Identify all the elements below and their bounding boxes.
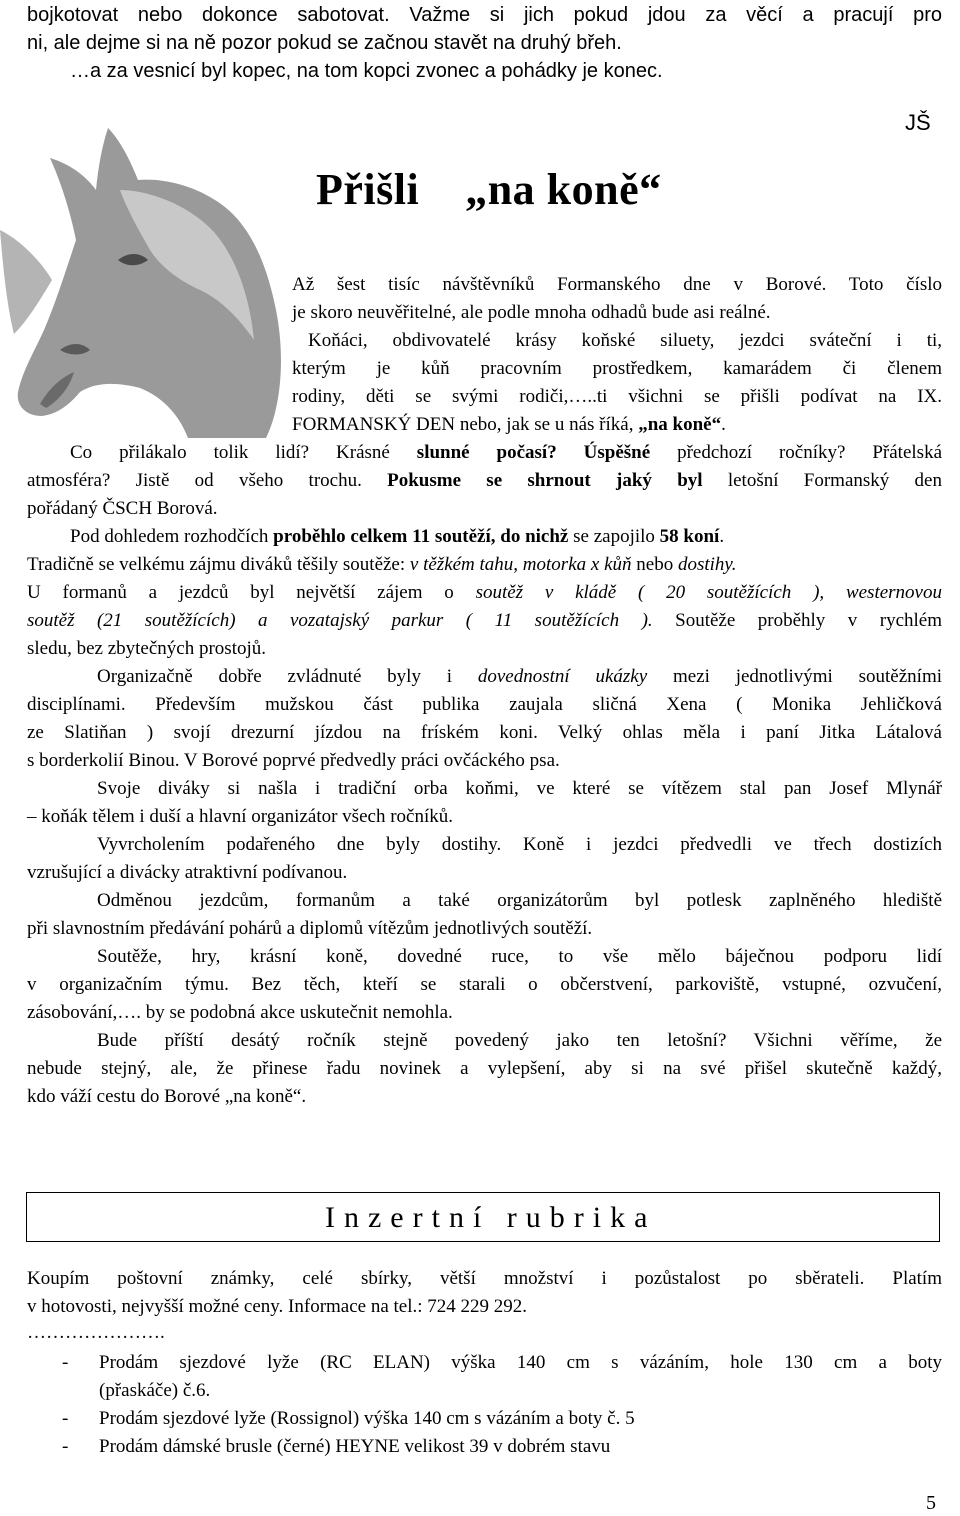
article-line-20: – koňák tělem i duší a hlavní organizátor všech ročníků. — [27, 806, 453, 827]
ad-skis-elan-line-1: Prodám sjezdové lyže (RC ELAN) výška 140 cm s vázáním, hole 130 cm a boty — [99, 1352, 942, 1373]
article-line-2: je skoro neuvěřitelné, ale podle mnoha odhadů bude asi reálné. — [292, 302, 771, 323]
ad-stamps-line-2: v hotovosti, nejvyšší možné ceny. Informace na tel.: 724 229 292. — [27, 1296, 528, 1317]
article-title: Přišli „na koně“ — [316, 165, 662, 214]
article-line-23: Odměnou jezdcům, formanům a také organizátorům byl potlesk zaplněného hlediště — [97, 890, 942, 911]
article-line-26: v organizačním týmu. Bez těch, kteří se starali o občerstvení, parkoviště, vstupné, ozvučení, — [27, 974, 942, 995]
article-line-10: Pod dohledem rozhodčích proběhlo celkem 11 soutěží, do nichž se zapojilo 58 koní. — [70, 526, 725, 547]
article-line-5: rodiny, děti se svými rodiči,…..ti všichni se přišli podívat na IX. — [292, 386, 942, 407]
separator-dots: …………………. — [27, 1322, 165, 1343]
article-line-15: Organizačně dobře zvládnuté byly i dovednostní ukázky mezi jednotlivými soutěžními — [97, 666, 943, 687]
article-line-17: ze Slatiňan ) svojí drezurní jízdou na fríském koni. Velký ohlas měla i paní Jitka Látalová — [27, 722, 942, 743]
article-line-19: Svoje diváky si našla i tradiční orba koňmi, ve které se vítězem stal pan Josef Mlynář — [97, 778, 942, 799]
article-line-6: FORMANSKÝ DEN nebo, jak se u nás říká, „na koně“. — [292, 414, 726, 435]
article-line-4: kterým je kůň pracovním prostředkem, kamarádem či členem — [292, 358, 942, 379]
article-line-29: nebude stejný, ale, že přinese řadu novinek a vylepšení, aby si na své přišel skutečně každý, — [27, 1058, 942, 1079]
article-line-9: pořádaný ČSCH Borová. — [27, 498, 218, 519]
article-line-1: Až šest tisíc návštěvníků Formanského dne v Borové. Toto číslo — [292, 274, 942, 295]
article-line-13: soutěž (21 soutěžících) a vozatajský parkur ( 11 soutěžících ). Soutěže proběhly v rychlém — [27, 610, 942, 631]
article-line-25: Soutěže, hry, krásní koně, dovedné ruce, to vše mělo báječnou podporu lidí — [97, 946, 942, 967]
ad-skates-heyne: Prodám dámské brusle (černé) HEYNE velikost 39 v dobrém stavu — [99, 1436, 611, 1457]
article-line-8: atmosféra? Jistě od všeho trochu. Pokusme se shrnout jaký byl letošní Formanský den — [27, 470, 942, 491]
horse-head-illustration — [0, 120, 290, 440]
article-line-3: Koňáci, obdivovatelé krásy koňské siluety, jezdci sváteční i ti, — [308, 330, 942, 351]
list-dash-3: - — [62, 1436, 69, 1457]
article-line-28: Bude příští desátý ročník stejně povedený jako ten letošní? Všichni věříme, že — [97, 1030, 942, 1051]
list-dash-2: - — [62, 1408, 69, 1429]
page-number: 5 — [926, 1492, 936, 1514]
intro-line-3: …a za vesnicí byl kopec, na tom kopci zvonec a pohádky je konec. — [70, 60, 663, 82]
article-line-11: Tradičně se velkému zájmu diváků těšily soutěže: v těžkém tahu, motorka x kůň nebo dostihy. — [27, 554, 737, 575]
article-line-21: Vyvrcholením podařeného dne byly dostihy. Koně i jezdci předvedli ve třech dostizích — [97, 834, 942, 855]
article-line-14: sledu, bez zbytečných prostojů. — [27, 638, 267, 659]
classifieds-header-box — [26, 1192, 940, 1242]
article-line-22: vzrušující a divácky atraktivní podívanou. — [27, 862, 348, 883]
article-line-30: kdo váží cestu do Borové „na koně“. — [27, 1086, 307, 1107]
article-line-16: disciplínami. Především mužskou část publika zaujala sličná Xena ( Monika Jehličková — [27, 694, 942, 715]
intro-line-2: ni, ale dejme si na ně pozor pokud se začnou stavět na druhý břeh. — [27, 32, 622, 54]
article-line-27: zásobování,…. by se podobná akce uskutečnit nemohla. — [27, 1002, 453, 1023]
intro-line-1: bojkotovat nebo dokonce sabotovat. Važme si jich pokud jdou za věcí a pracují pro — [27, 4, 942, 26]
article-line-18: s borderkolií Binou. V Borové poprvé předvedly práci ovčáckého psa. — [27, 750, 560, 771]
article-line-7: Co přilákalo tolik lidí? Krásné slunné počasí? Úspěšné předchozí ročníky? Přátelská — [70, 442, 942, 463]
ad-skis-elan-line-2: (přaskáče) č.6. — [99, 1380, 211, 1401]
article-line-12: U formanů a jezdců byl největší zájem o soutěž v kládě ( 20 soutěžících ), westernovou — [27, 582, 942, 603]
ad-skis-rossignol: Prodám sjezdové lyže (Rossignol) výška 140 cm s vázáním a boty č. 5 — [99, 1408, 635, 1429]
classifieds-title: Inzertní rubrika — [325, 1201, 657, 1234]
list-dash-1: - — [62, 1352, 69, 1373]
article-line-24: při slavnostním předávání pohárů a diplomů vítězům jednotlivých soutěží. — [27, 918, 593, 939]
author-signature: JŠ — [905, 110, 931, 135]
ad-stamps-line-1: Koupím poštovní známky, celé sbírky, větší množství i pozůstalost po sběrateli. Platím — [27, 1268, 942, 1289]
